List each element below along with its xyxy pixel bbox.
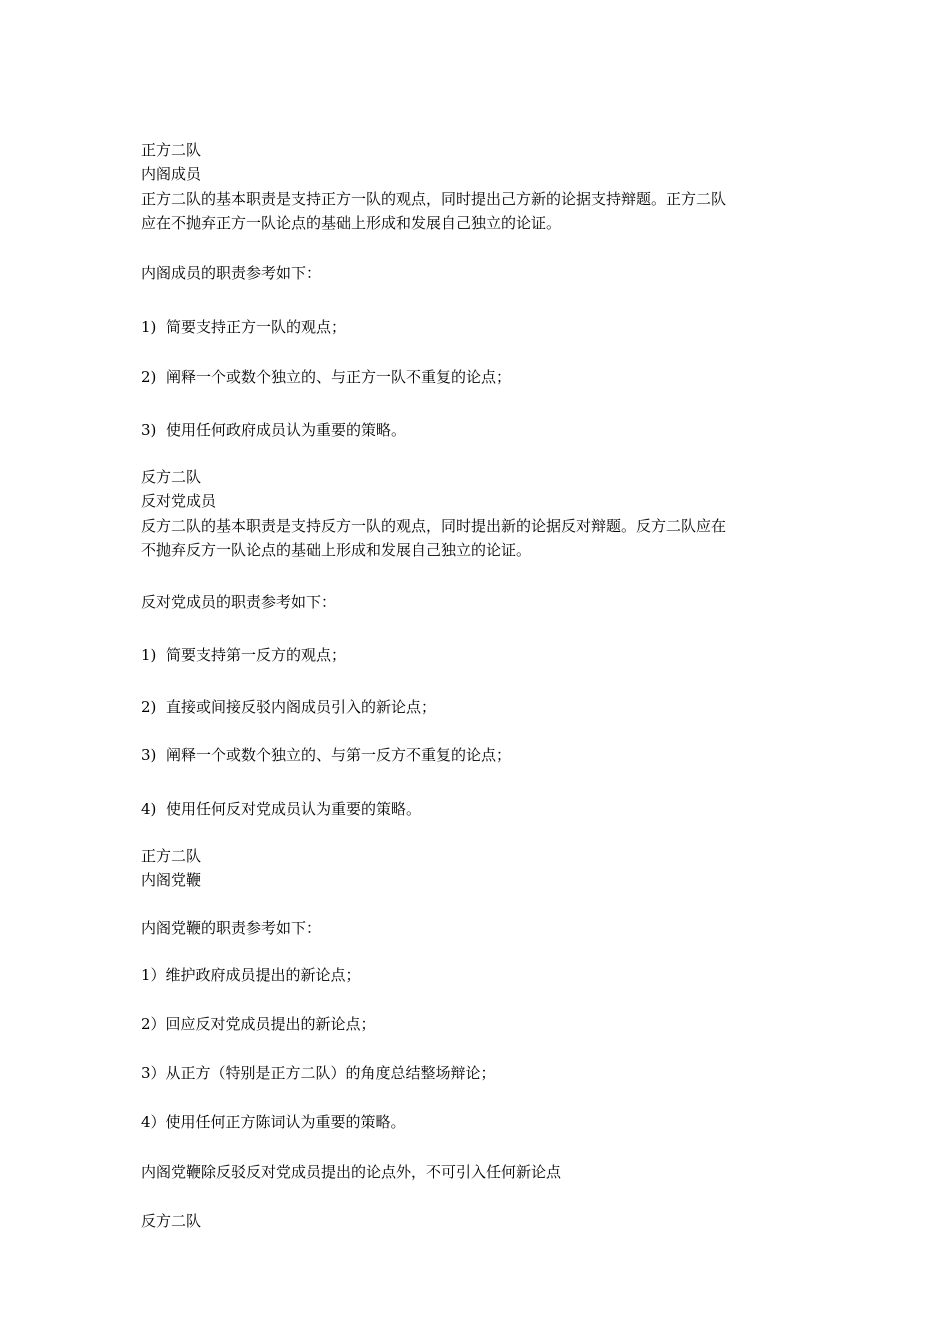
list-item: 1）维护政府成员提出的新论点； [141,966,361,984]
section4-heading: 反方二队 [141,1212,202,1230]
section3-note: 内阁党鞭除反驳反对党成员提出的论点外，不可引入任何新论点 [141,1163,562,1181]
section2-duties-intro: 反对党成员的职责参考如下： [141,593,337,611]
section1-heading: 正方二队 [141,141,202,159]
section3-heading: 正方二队 [141,847,202,865]
list-item-number: 2) [141,368,157,386]
section2-heading: 反方二队 [141,468,202,486]
section1-duties-intro: 内阁成员的职责参考如下： [141,264,322,282]
list-item-text: 简要支持第一反方的观点； [166,646,347,664]
list-item-number: 3) [141,746,157,764]
list-item: 3）从正方（特别是正方二队）的角度总结整场辩论； [141,1064,496,1082]
list-item: 2）回应反对党成员提出的新论点； [141,1015,376,1033]
list-item-text: 直接或间接反驳内阁成员引入的新论点； [166,698,437,716]
list-item [141,743,511,767]
section2-desc-line1: 反方二队的基本职责是支持反方一队的观点，同时提出新的论据反对辩题。反方二队应在 [141,517,727,535]
list-item-number: 1) [141,646,157,664]
section3-role: 内阁党鞭 [141,871,202,889]
list-item [141,365,511,389]
list-item [141,695,436,719]
list-item-number: 1) [141,318,157,336]
list-item-text: 阐释一个或数个独立的、与正方一队不重复的论点； [166,368,512,386]
section1-desc-line2: 应在不抛弃正方一队论点的基础上形成和发展自己独立的论证。 [141,214,562,232]
list-item [141,418,406,442]
list-item-text: 使用任何政府成员认为重要的策略。 [166,421,407,439]
list-item-number: 2) [141,698,157,716]
list-item-text: 简要支持正方一队的观点； [166,318,347,336]
list-item [141,315,346,339]
section1-desc-line1: 正方二队的基本职责是支持正方一队的观点，同时提出己方新的论据支持辩题。正方二队 [141,190,727,208]
list-item-text: 阐释一个或数个独立的、与第一反方不重复的论点； [166,746,512,764]
list-item-number: 4) [141,800,157,818]
section1-role: 内阁成员 [141,165,202,183]
list-item [141,643,346,667]
section3-duties-intro: 内阁党鞭的职责参考如下： [141,919,322,937]
list-item-number: 3) [141,421,157,439]
section2-desc-line2: 不抛弃反方一队论点的基础上形成和发展自己独立的论证。 [141,541,532,559]
list-item: 4）使用任何正方陈词认为重要的策略。 [141,1113,406,1131]
section2-role: 反对党成员 [141,492,217,510]
list-item [141,797,421,821]
list-item-text: 使用任何反对党成员认为重要的策略。 [166,800,422,818]
